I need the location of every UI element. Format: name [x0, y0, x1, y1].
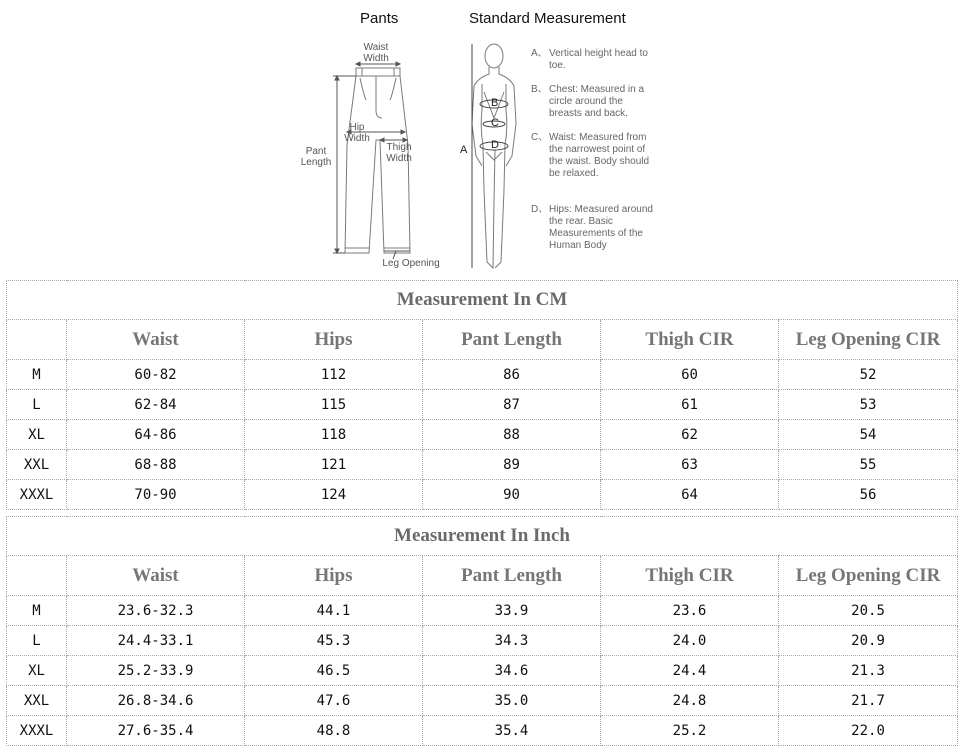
note-b: B、 Chest: Measured in a circle around the breasts and back.	[531, 84, 645, 119]
thigh-cir-value: 61	[601, 390, 779, 420]
thigh-cir-value: 63	[601, 450, 779, 480]
cm-header-corner	[7, 320, 67, 360]
hip-width-label: Hip Width	[344, 122, 370, 144]
inch-header-thigh-cir: Thigh CIR	[601, 556, 779, 596]
thigh-width-label: Thigh Width	[386, 142, 412, 164]
leg-opening-cir-value: 55	[779, 450, 958, 480]
cm-header-pant-length: Pant Length	[423, 320, 601, 360]
pant-length-value: 88	[423, 420, 601, 450]
table-row	[7, 656, 958, 686]
size-label: L	[7, 390, 67, 420]
leg-opening-cir-value: 54	[779, 420, 958, 450]
thigh-cir-value: 24.8	[601, 686, 779, 716]
waist-value: 27.6-35.4	[67, 716, 245, 746]
body-letter-d: D	[491, 139, 499, 151]
size-label: M	[7, 360, 67, 390]
waist-value: 64-86	[67, 420, 245, 450]
pant-length-value: 87	[423, 390, 601, 420]
leg-opening-cir-value: 22.0	[779, 716, 958, 746]
cm-header-thigh-cir: Thigh CIR	[601, 320, 779, 360]
table-row	[7, 420, 958, 450]
waist-value: 23.6-32.3	[67, 596, 245, 626]
hips-value: 118	[245, 420, 423, 450]
measurement-diagram	[0, 0, 962, 278]
size-label: XL	[7, 420, 67, 450]
size-label: XXL	[7, 686, 67, 716]
hips-value: 46.5	[245, 656, 423, 686]
body-letter-a: A	[460, 144, 468, 156]
pant-length-value: 34.3	[423, 626, 601, 656]
table-row	[7, 626, 958, 656]
body-letter-c: C	[491, 117, 499, 129]
pant-length-value: 35.0	[423, 686, 601, 716]
leg-opening-cir-value: 53	[779, 390, 958, 420]
thigh-cir-value: 64	[601, 480, 779, 510]
pant-length-value: 90	[423, 480, 601, 510]
waist-value: 68-88	[67, 450, 245, 480]
size-label: XL	[7, 656, 67, 686]
hips-value: 47.6	[245, 686, 423, 716]
cm-header-row	[7, 320, 958, 360]
leg-opening-cir-value: 20.5	[779, 596, 958, 626]
note-c: C、 Waist: Measured from the narrowest point of the waist. Body should be relaxed.	[531, 132, 650, 179]
hips-value: 45.3	[245, 626, 423, 656]
table-row	[7, 390, 958, 420]
waist-value: 25.2-33.9	[67, 656, 245, 686]
thigh-cir-value: 60	[601, 360, 779, 390]
note-d: D、 Hips: Measured around the rear. Basic Measurements of the Human Body	[531, 204, 653, 251]
size-label: M	[7, 596, 67, 626]
pants-title: Pants	[360, 10, 399, 27]
leg-opening-cir-value: 21.3	[779, 656, 958, 686]
size-label: XXXL	[7, 716, 67, 746]
standard-measurement-title: Standard Measurement	[469, 10, 626, 27]
size-label: L	[7, 626, 67, 656]
thigh-cir-value: 62	[601, 420, 779, 450]
leg-opening-cir-value: 56	[779, 480, 958, 510]
hips-value: 112	[245, 360, 423, 390]
cm-table-caption: Measurement In CM	[7, 281, 958, 320]
hips-value: 121	[245, 450, 423, 480]
pant-length-value: 34.6	[423, 656, 601, 686]
hips-value: 44.1	[245, 596, 423, 626]
inch-header-hips: Hips	[245, 556, 423, 596]
inch-header-corner	[7, 556, 67, 596]
cm-size-table	[6, 280, 958, 510]
leg-opening-cir-value: 52	[779, 360, 958, 390]
waist-value: 62-84	[67, 390, 245, 420]
waist-width-label: Waist Width	[363, 42, 389, 64]
leg-opening-cir-value: 20.9	[779, 626, 958, 656]
hips-value: 48.8	[245, 716, 423, 746]
waist-value: 26.8-34.6	[67, 686, 245, 716]
note-a: A、 Vertical height head to toe.	[531, 48, 648, 71]
inch-header-row	[7, 556, 958, 596]
inch-header-leg-opening-cir: Leg Opening CIR	[779, 556, 958, 596]
pant-length-label: Pant Length	[300, 146, 332, 168]
table-row	[7, 360, 958, 390]
inch-header-waist: Waist	[67, 556, 245, 596]
size-label: XXL	[7, 450, 67, 480]
inch-table-caption: Measurement In Inch	[7, 517, 958, 556]
cm-header-leg-opening-cir: Leg Opening CIR	[779, 320, 958, 360]
leg-opening-label: Leg Opening	[382, 258, 440, 269]
body-outline	[472, 44, 516, 268]
thigh-cir-value: 23.6	[601, 596, 779, 626]
pant-length-value: 86	[423, 360, 601, 390]
pant-length-value: 35.4	[423, 716, 601, 746]
measurement-figure	[0, 0, 962, 278]
waist-value: 60-82	[67, 360, 245, 390]
pant-length-value: 89	[423, 450, 601, 480]
leg-opening-cir-value: 21.7	[779, 686, 958, 716]
thigh-cir-value: 25.2	[601, 716, 779, 746]
inch-caption-row	[7, 517, 958, 556]
inch-header-pant-length: Pant Length	[423, 556, 601, 596]
table-row	[7, 686, 958, 716]
inch-size-table	[6, 516, 958, 746]
waist-value: 70-90	[67, 480, 245, 510]
body-letter-b: B	[491, 97, 499, 109]
size-label: XXXL	[7, 480, 67, 510]
thigh-cir-value: 24.4	[601, 656, 779, 686]
pant-length-value: 33.9	[423, 596, 601, 626]
table-row	[7, 716, 958, 746]
cm-caption-row	[7, 281, 958, 320]
table-row	[7, 596, 958, 626]
thigh-cir-value: 24.0	[601, 626, 779, 656]
cm-header-hips: Hips	[245, 320, 423, 360]
hips-value: 115	[245, 390, 423, 420]
cm-header-waist: Waist	[67, 320, 245, 360]
table-row	[7, 480, 958, 510]
waist-value: 24.4-33.1	[67, 626, 245, 656]
table-row	[7, 450, 958, 480]
hips-value: 124	[245, 480, 423, 510]
